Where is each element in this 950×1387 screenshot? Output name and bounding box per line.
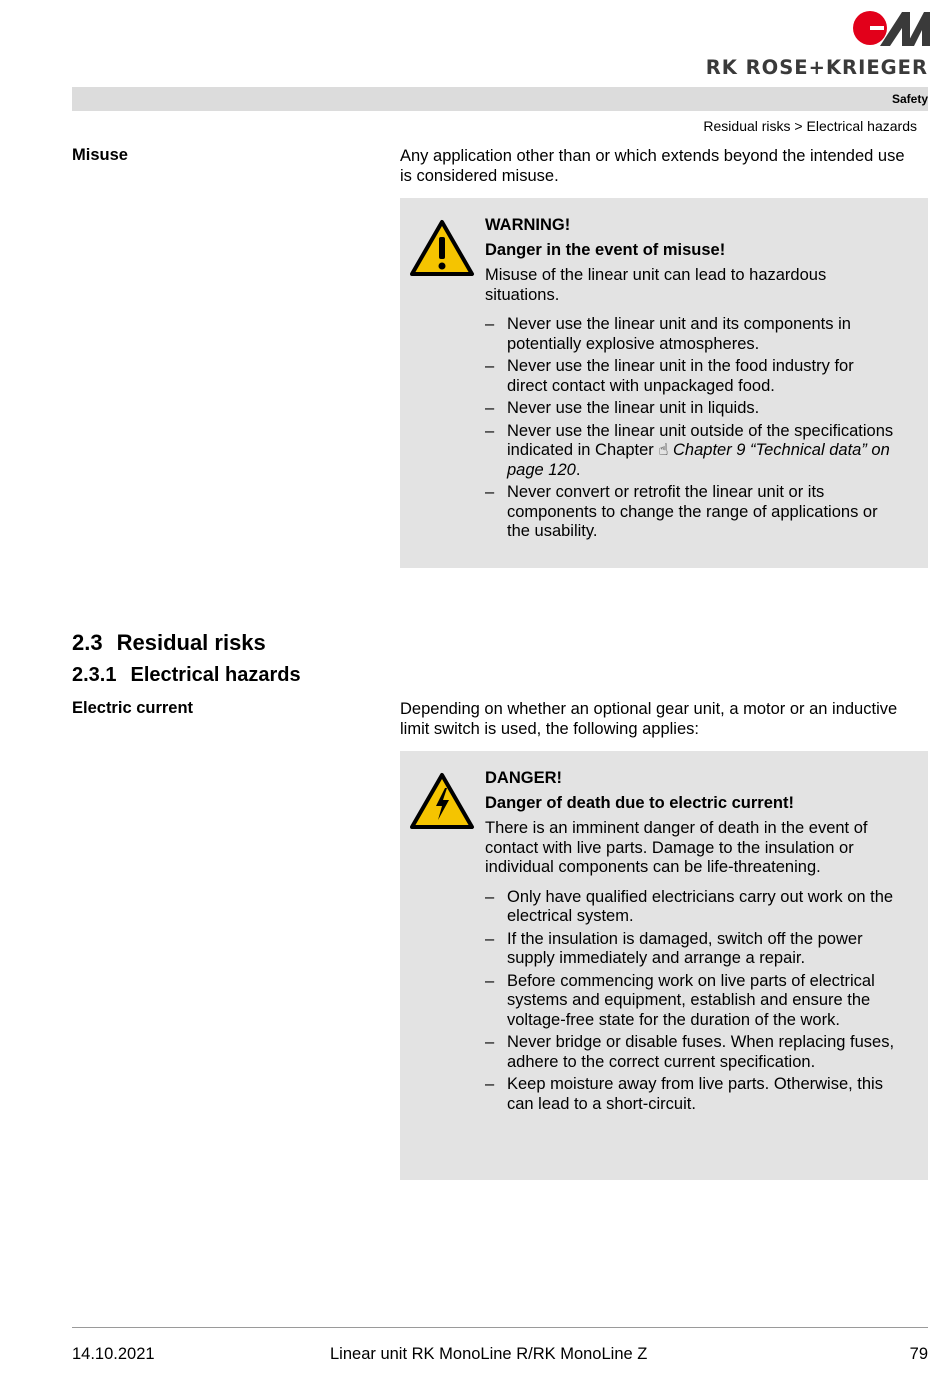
list-item: – Never use the linear unit in the food industry for direct contact with unpackaged food. — [485, 357, 895, 396]
list-item: – Never convert or retrofit the linear unit or its components to change the range of applications or the usability. — [485, 483, 895, 542]
breadcrumb: Residual risks > Electrical hazards — [703, 118, 917, 134]
misuse-text: Any application other than or which extends beyond the intended use is considered misuse. — [400, 147, 905, 185]
list-item — [485, 422, 895, 481]
list-item: – Never use the linear unit in liquids. — [485, 399, 895, 419]
electric-current-label: Electric current — [72, 699, 194, 717]
warning-title: Danger in the event of misuse! — [485, 240, 726, 259]
list-item: – Keep moisture away from live parts. Otherwise, this can lead to a short-circuit. — [485, 1075, 895, 1114]
page-number: 79 — [909, 1345, 928, 1363]
chapter-cross-reference-link[interactable]: Chapter 9 “Technical data” on page 120 — [507, 441, 890, 479]
electric-hazard-icon — [409, 772, 475, 830]
brand-logo — [686, 8, 930, 79]
list-item: – Never bridge or disable fuses. When replacing fuses, adhere to the correct current specification. — [485, 1033, 895, 1072]
hand-pointer-icon: ☝ — [658, 441, 673, 459]
list-item: – Only have qualified electricians carry out work on the electrical system. — [485, 888, 895, 927]
danger-description: There is an imminent danger of death in the event of contact with live parts. Damage to the insulation or individual components can be life-threatening. — [485, 819, 868, 876]
footer-divider — [72, 1327, 928, 1328]
list-item-text-end: . — [575, 460, 581, 479]
section-title: Residual risks — [116, 630, 266, 655]
electric-current-text: Depending on whether an optional gear unit, a motor or an inductive limit switch is used, the following applies: — [400, 700, 898, 738]
footer-document-title: Linear unit RK MonoLine R/RK MonoLine Z — [330, 1345, 648, 1363]
warning-notice — [400, 198, 928, 568]
rk-logo-icon — [850, 8, 930, 48]
list-item: – Before commencing work on live parts of electrical systems and equipment, establish and ensure the voltage-free state for the duration of the work. — [485, 972, 895, 1031]
chapter-title: Safety — [891, 92, 928, 106]
section-heading — [72, 630, 266, 656]
danger-title: Danger of death due to electric current! — [485, 793, 794, 812]
subsection-title: Electrical hazards — [130, 664, 301, 686]
danger-signal-word: DANGER! — [485, 769, 562, 787]
danger-list — [485, 888, 895, 1115]
footer-date: 14.10.2021 — [72, 1345, 155, 1363]
misuse-label: Misuse — [72, 146, 128, 164]
warning-triangle-icon — [409, 219, 475, 277]
warning-list — [485, 315, 895, 542]
subsection-heading — [72, 664, 301, 687]
warning-signal-word: WARNING! — [485, 216, 571, 234]
list-item: – If the insulation is damaged, switch off the power supply immediately and arrange a repair. — [485, 930, 895, 969]
subsection-number: 2.3.1 — [72, 664, 117, 686]
section-number: 2.3 — [72, 630, 103, 655]
warning-description: Misuse of the linear unit can lead to hazardous situations. — [485, 266, 827, 304]
list-item: – Never use the linear unit and its components in potentially explosive atmospheres. — [485, 315, 895, 354]
header-bar — [72, 87, 928, 111]
danger-notice — [400, 751, 928, 1180]
list-item-text: Never use the linear unit outside of the specifications indicated in Chapter — [507, 421, 894, 459]
brand-name: RK ROSE+KRIEGER — [705, 56, 928, 79]
